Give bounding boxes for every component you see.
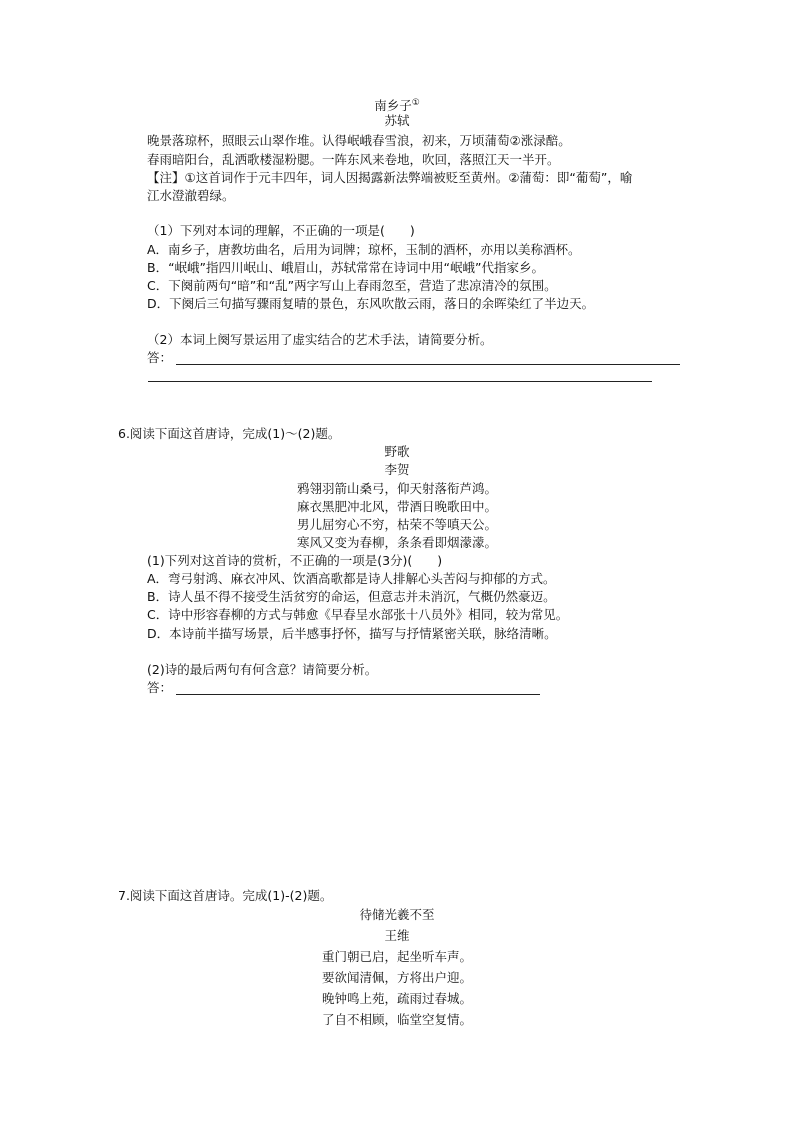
poem-line: 了自不相顾，临堂空复情。: [321, 1012, 472, 1027]
poem-title: 野歌: [384, 444, 410, 459]
option-c: C．诗中形容春柳的方式与韩愈《早春呈水部张十八员外》相同，较为常见。: [147, 607, 569, 622]
answer-label: 答：: [147, 680, 173, 695]
annotation-note-continued: 江水澄澈碧绿。: [147, 188, 235, 203]
option-a: A．弯弓射鸿、麻衣冲风、饮酒高歌都是诗人排解心头苦闷与抑郁的方式。: [147, 571, 556, 586]
option-b: B．诗人虽不得不接受生活贫穷的命运，但意志并未消沉，气概仍然豪迈。: [147, 589, 556, 604]
poem-line: 晚景落琼杯，照眼云山翠作堆。认得岷峨春雪浪，初来，万顷蒲萄②涨渌醅。: [147, 133, 571, 148]
option-b: B．“岷峨”指四川岷山、峨眉山，苏轼常常在诗词中用“岷峨”代指家乡。: [147, 260, 544, 275]
option-d: D．下阕后三句描写骤雨复晴的景色，东风吹散云雨，落日的余晖染红了半边天。: [147, 296, 595, 311]
poem-title: 南乡子①: [374, 98, 420, 114]
poem-line: 要欲闻清佩，方将出户迎。: [321, 970, 472, 985]
annotation-note: 【注】①这首词作于元丰四年，词人因揭露新法弊端被贬至黄州。②蒲萄：即“葡萄”，喻: [147, 170, 633, 185]
answer-line[interactable]: [176, 694, 540, 695]
question-heading: 7.阅读下面这首唐诗。完成(1)-(2)题。: [118, 888, 333, 903]
answer-label: 答：: [147, 350, 173, 365]
poem-line: 鸦翎羽箭山桑弓，仰天射落衔芦鸿。: [296, 481, 497, 496]
footnote-marker: ①: [411, 98, 420, 108]
poem-line: 重门朝已启，起坐听车声。: [321, 949, 472, 964]
answer-line[interactable]: [176, 364, 680, 365]
poem-line: 晚钟鸣上苑，疏雨过春城。: [321, 991, 472, 1006]
poem-author: 苏轼: [384, 113, 410, 128]
poem-line: 麻衣黑肥冲北风，带酒日晚歌田中。: [296, 499, 497, 514]
sub-question-stem: （2）本词上阕写景运用了虚实结合的艺术手法，请简要分析。: [147, 332, 493, 347]
sub-question-stem: （1）下列对本词的理解，不正确的一项是( ): [147, 223, 415, 238]
option-a: A．南乡子，唐教坊曲名，后用为词牌；琼杯，玉制的酒杯，亦用以美称酒杯。: [147, 242, 581, 257]
poem-line: 寒风又变为春柳，条条看即烟濛濛。: [296, 535, 497, 550]
sub-question-stem: (1)下列对这首诗的赏析，不正确的一项是(3分)( ): [147, 553, 443, 568]
poem-author: 李贺: [384, 462, 410, 477]
poem-line: 男儿屈穷心不穷，枯荣不等嗔天公。: [296, 517, 497, 532]
poem-line: 春雨暗阳台，乱洒歌楼湿粉腮。一阵东风来卷地，吹回，落照江天一半开。: [147, 152, 560, 167]
option-c: C．下阕前两句“暗”和“乱”两字写山上春雨忽至，营造了悲凉清冷的氛围。: [147, 278, 557, 293]
poem-title: 待储光羲不至: [359, 907, 435, 922]
poem-author: 王维: [384, 928, 410, 943]
option-d: D．本诗前半描写场景，后半感事抒怀，描写与抒情紧密关联，脉络清晰。: [147, 626, 557, 641]
question-heading: 6.阅读下面这首唐诗，完成(1)～(2)题。: [118, 426, 341, 441]
answer-line[interactable]: [148, 381, 652, 382]
sub-question-stem: (2)诗的最后两句有何含意？请简要分析。: [147, 662, 378, 677]
